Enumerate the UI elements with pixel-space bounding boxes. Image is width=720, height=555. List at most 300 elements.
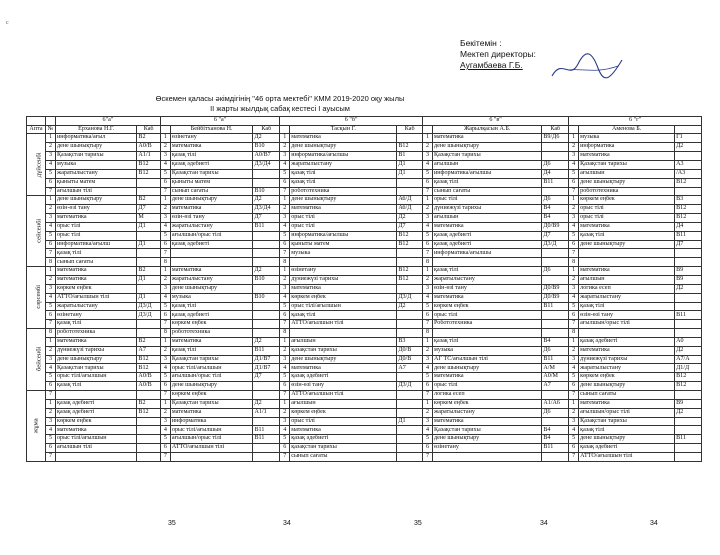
lesson-number: 1 (160, 337, 170, 346)
subject-cell: өзінетану (290, 267, 397, 276)
cabinet-cell: В11 (675, 435, 702, 444)
schedule-row (27, 311, 702, 320)
lesson-number: 1 (423, 267, 433, 276)
cabinet-cell (542, 187, 569, 196)
lesson-number: 8 (569, 258, 579, 267)
day-label-text: сейсенбі (35, 218, 43, 243)
lesson-number: 8 (423, 258, 433, 267)
lesson-number: 7 (45, 187, 55, 196)
cabinet-cell (675, 329, 702, 338)
lesson-number: 4 (423, 222, 433, 231)
subject-cell: дене шынықтыру (290, 143, 397, 152)
subject-cell: қазақ тілі (433, 267, 542, 276)
lesson-number: 3 (569, 213, 579, 222)
lesson-number: 1 (45, 196, 55, 205)
lesson-number: 1 (160, 196, 170, 205)
subject-cell: математика (170, 337, 253, 346)
cabinet-cell: Аб/Д (397, 205, 423, 214)
cabinet-cell (253, 178, 280, 187)
subject-cell (579, 249, 675, 258)
schedule-row (27, 453, 702, 462)
subject-cell: Қазақстан тарихы (579, 417, 675, 426)
subject-cell: Робототехника (433, 320, 542, 329)
lesson-number: 1 (569, 337, 579, 346)
subject-cell: математика (290, 205, 397, 214)
subject-cell: қазақ тілі (55, 382, 136, 391)
subject-cell: дене шынықтыру (579, 382, 675, 391)
lesson-number: 2 (423, 346, 433, 355)
lesson-number: 3 (45, 284, 55, 293)
cabinet-cell: Д1/В7 (253, 364, 280, 373)
subject-cell: қыныты матем (55, 178, 136, 187)
cabinet-cell (137, 231, 160, 240)
subject-cell: математика (579, 222, 675, 231)
schedule-row (27, 408, 702, 417)
cabinet-cell: А7 (542, 382, 569, 391)
subject-cell: орыс тілі (579, 205, 675, 214)
subject-cell: жаратылыстану (170, 222, 253, 231)
lesson-number: 1 (280, 134, 290, 143)
lesson-number: 4 (280, 293, 290, 302)
subject-cell: дене шынықтыру (170, 382, 253, 391)
subject-cell: орыс тілі (290, 417, 397, 426)
subject-cell: дене шынықтыру (55, 196, 136, 205)
cabinet-cell: В12 (675, 213, 702, 222)
subject-cell: математика (55, 213, 136, 222)
cabinet-cell: А0 (675, 337, 702, 346)
cabinet-cell: В11 (542, 355, 569, 364)
day-label-text: бейсенбі (35, 346, 43, 372)
cabinet-cell: Д2 (253, 337, 280, 346)
subject-cell: робототехника (290, 187, 397, 196)
subject-cell: қыныты матем (290, 240, 397, 249)
subject-cell: көркем еңбек (170, 391, 253, 400)
cabinet-cell: Д2 (253, 196, 280, 205)
lesson-number: 1 (423, 134, 433, 143)
cabinet-cell (137, 320, 160, 329)
subject-cell: өзін-өзі тану (290, 382, 397, 391)
lesson-number: 4 (160, 293, 170, 302)
cabinet-cell: В12 (675, 178, 702, 187)
cabinet-cell: В11 (542, 302, 569, 311)
cabinet-cell: В4 (542, 435, 569, 444)
lesson-number: 5 (569, 302, 579, 311)
subject-cell: информатика/ағыл (55, 134, 136, 143)
cabinet-cell (675, 426, 702, 435)
lesson-number: 5 (569, 373, 579, 382)
cabinet-cell: /А3 (675, 169, 702, 178)
cabinet-cell (137, 178, 160, 187)
subject-cell: математика (290, 284, 397, 293)
cabinet-cell: Д2 (397, 302, 423, 311)
subject-cell: дене шынықтыру (290, 196, 397, 205)
teacher-2: Бейбітханова Н. (170, 125, 253, 134)
cabinet-cell (137, 417, 160, 426)
lesson-number: 2 (569, 408, 579, 417)
cabinet-cell (397, 187, 423, 196)
cabinet-cell (253, 240, 280, 249)
subject-cell: жаратылыстану (55, 302, 136, 311)
cabinet-cell: В1 (397, 151, 423, 160)
subject-cell: қазақстан тарихы (290, 346, 397, 355)
cabinet-cell (675, 258, 702, 267)
lesson-number: 7 (569, 249, 579, 258)
cabinet-cell: А/М (542, 364, 569, 373)
subject-cell: ағылшын (433, 160, 542, 169)
subject-cell: АТТО/ағылшын тілі (290, 391, 397, 400)
schedule-row (27, 329, 702, 338)
subject-cell: қазақ әдебиеті (290, 435, 397, 444)
lesson-number: 1 (423, 337, 433, 346)
cabinet-cell: В11 (253, 222, 280, 231)
grade-6a-1: 6"а" (55, 117, 160, 126)
lesson-number: 6 (280, 444, 290, 453)
cabinet-cell: Д1 (397, 160, 423, 169)
subject-cell: математика (170, 205, 253, 214)
cabinet-cell: Д1 (137, 240, 160, 249)
lesson-number: 1 (569, 267, 579, 276)
lesson-number: 3 (569, 417, 579, 426)
cabinet-cell: А7 (137, 346, 160, 355)
total-6v: 34 (540, 520, 548, 527)
lesson-number: 7 (160, 187, 170, 196)
schedule-row (27, 231, 702, 240)
cabinet-cell: Д7 (137, 205, 160, 214)
cabinet-cell: В12 (675, 205, 702, 214)
subject-cell: көркем еңбек (290, 293, 397, 302)
cabinet-cell (253, 417, 280, 426)
cabinet-cell: Д0/В (397, 346, 423, 355)
subject-cell: жаратылыстану (55, 169, 136, 178)
cabinet-cell (253, 391, 280, 400)
schedule-row (27, 337, 702, 346)
lesson-number: 3 (280, 151, 290, 160)
lesson-number: 5 (280, 169, 290, 178)
cabinet-cell: А1/А6 (542, 399, 569, 408)
schedule-row (27, 258, 702, 267)
cabinet-cell: Д1 (137, 293, 160, 302)
cabinet-cell: Д6 (542, 196, 569, 205)
subject-cell: информатика/ағылшы (433, 249, 542, 258)
lesson-number: 1 (280, 267, 290, 276)
subject-cell (55, 453, 136, 462)
cabinet-cell: Д7 (542, 231, 569, 240)
lesson-number: 3 (160, 417, 170, 426)
cabinet-cell (137, 435, 160, 444)
cabinet-cell: В4 (542, 213, 569, 222)
schedule-row (27, 373, 702, 382)
subject-cell: өзінетану (170, 134, 253, 143)
schedule-row (27, 355, 702, 364)
subject-cell: Қазақстан тарихы (55, 151, 136, 160)
subject-cell: ағылшын (433, 213, 542, 222)
subject-cell: дене шынықтыру (579, 435, 675, 444)
cabinet-cell: Д2 (675, 143, 702, 152)
subject-cell: Қазақстан тарихы (433, 426, 542, 435)
cabinet-cell: В11 (675, 231, 702, 240)
cabinet-cell: А3 (675, 160, 702, 169)
cabinet-cell (542, 453, 569, 462)
lesson-number: 4 (45, 160, 55, 169)
schedule-heading (50, 94, 510, 114)
subject-cell: музыка (170, 293, 253, 302)
subject-cell: қазақстан тарихы (290, 444, 397, 453)
cabinet-cell (675, 187, 702, 196)
subject-cell (433, 453, 542, 462)
subject-cell: қазақ әдебиеті (579, 337, 675, 346)
subject-cell: математика (433, 373, 542, 382)
lesson-number: 1 (423, 196, 433, 205)
lesson-number: 6 (569, 382, 579, 391)
cabinet-cell: Д4 (675, 222, 702, 231)
lesson-number: 5 (423, 302, 433, 311)
subject-cell: Қазақстан тарихы (170, 169, 253, 178)
lesson-number: 1 (45, 134, 55, 143)
subject-cell: АТТО/ағылшын тілі (55, 293, 136, 302)
lesson-number: 5 (569, 231, 579, 240)
lesson-number: 1 (423, 399, 433, 408)
cabinet-cell: Д6 (542, 408, 569, 417)
subject-cell: сынып сағаты (170, 187, 253, 196)
lesson-number: 2 (160, 275, 170, 284)
total-6a-1: 35 (168, 520, 176, 527)
schedule-row (27, 160, 702, 169)
cabinet-cell: В2 (137, 196, 160, 205)
lesson-number: 6 (569, 240, 579, 249)
lesson-number: 4 (423, 160, 433, 169)
cabinet-cell (397, 444, 423, 453)
cabinet-cell: Д6 (542, 346, 569, 355)
lesson-number: 6 (569, 444, 579, 453)
subject-cell: қазақ тілі (579, 231, 675, 240)
cabinet-cell: В12 (675, 382, 702, 391)
cabinet-cell (542, 143, 569, 152)
cabinet-cell: В12 (137, 160, 160, 169)
cabinet-cell (542, 275, 569, 284)
subject-cell: АГ ТС/ағылшын тілі (433, 355, 542, 364)
subject-cell: көркем еңбек (55, 417, 136, 426)
subject-cell: орыс тілі/ағылшын (170, 364, 253, 373)
lesson-number: 5 (45, 373, 55, 382)
lesson-number: 3 (45, 355, 55, 364)
subject-cell (55, 391, 136, 400)
lesson-number: 6 (160, 240, 170, 249)
subject-cell: ағылшын (290, 399, 397, 408)
lesson-number: 5 (45, 169, 55, 178)
lesson-number: 5 (160, 169, 170, 178)
subject-cell: дене шынықтыру (170, 196, 253, 205)
lesson-number: 7 (423, 391, 433, 400)
lesson-number: 5 (160, 435, 170, 444)
subject-cell: АТТО/ағылшын тілі (170, 444, 253, 453)
cabinet-cell (542, 417, 569, 426)
cabinet-cell: А1/1 (253, 408, 280, 417)
subject-cell: информатика/ағылшы (290, 231, 397, 240)
subject-cell: қазақ әдебиеті (170, 240, 253, 249)
cabinet-cell: А0/М (542, 373, 569, 382)
subject-cell: информатика (579, 143, 675, 152)
subject-cell: математика (433, 134, 542, 143)
subject-cell: ағылшын (579, 275, 675, 284)
cabinet-cell: Д1/В7 (253, 355, 280, 364)
cabinet-cell: А7/А (675, 355, 702, 364)
cabinet-cell (542, 151, 569, 160)
subject-cell: информатика/ағылш (55, 240, 136, 249)
lesson-number: 1 (160, 399, 170, 408)
cabinet-cell: Д3/Д (397, 382, 423, 391)
schedule-row (27, 213, 702, 222)
subject-cell: музыка (433, 346, 542, 355)
cabinet-cell: Д1 (397, 417, 423, 426)
lesson-number: 4 (569, 426, 579, 435)
cabinet-cell (137, 187, 160, 196)
lesson-number: 4 (280, 426, 290, 435)
subject-cell: орыс тілі/ағылшын (55, 373, 136, 382)
lesson-number: 5 (45, 435, 55, 444)
lesson-number: 3 (45, 417, 55, 426)
lesson-number: 6 (423, 178, 433, 187)
subject-cell: сынып сағаты (579, 391, 675, 400)
lesson-number: 1 (569, 399, 579, 408)
subject-cell: қазақ әдебиеті (433, 231, 542, 240)
lesson-number: 8 (423, 329, 433, 338)
subject-cell: музыка (290, 249, 397, 258)
cabinet-cell: Д3/Д (137, 302, 160, 311)
schedule-row (27, 444, 702, 453)
lesson-number: 6 (423, 382, 433, 391)
cabinet-cell: В11 (542, 444, 569, 453)
subject-cell: ағылшын/орыс тілі (170, 435, 253, 444)
cabinet-cell: Д2 (253, 134, 280, 143)
lesson-number: 3 (160, 151, 170, 160)
lesson-number: 1 (280, 399, 290, 408)
lesson-number: 3 (423, 355, 433, 364)
cabinet-cell (397, 320, 423, 329)
total-6g: 34 (650, 520, 658, 527)
cabinet-cell: Д3/Д4 (253, 160, 280, 169)
cabinet-cell: Д2 (675, 346, 702, 355)
subject-cell: музыка (55, 160, 136, 169)
lesson-number: 2 (569, 143, 579, 152)
cabinet-cell (542, 258, 569, 267)
cabinet-cell: Д4 (542, 169, 569, 178)
subject-cell: ағылшын (579, 169, 675, 178)
teacher-1: Ерханова Н.Г. (55, 125, 136, 134)
lesson-number: 7 (280, 320, 290, 329)
cabinet-cell: В4 (542, 426, 569, 435)
cabinet-cell: Д2 (253, 267, 280, 276)
signature (548, 50, 628, 84)
day-label (27, 329, 46, 391)
subject-cell (579, 258, 675, 267)
lesson-number: 4 (160, 364, 170, 373)
lesson-number: 4 (280, 364, 290, 373)
schedule-row (27, 302, 702, 311)
cabinet-cell: В2 (137, 134, 160, 143)
lesson-number: 2 (423, 205, 433, 214)
day-label (27, 196, 46, 267)
cabinet-cell (675, 302, 702, 311)
subject-cell: қазақ әдебиеті (170, 311, 253, 320)
subject-cell: Қазақстан тарихы (433, 151, 542, 160)
day-label-text: дүйсенбі (35, 151, 43, 177)
cabinet-cell (137, 444, 160, 453)
lesson-number: 2 (45, 346, 55, 355)
grade-header-row (27, 117, 702, 126)
subject-cell: орыс тілі (55, 222, 136, 231)
schedule-row (27, 187, 702, 196)
subject-cell: қазақ тілі (290, 169, 397, 178)
lesson-number: 2 (45, 205, 55, 214)
subject-cell: көркем еңбек (55, 284, 136, 293)
cabinet-cell: В3 (675, 196, 702, 205)
subject-cell: жаратылыстану (433, 408, 542, 417)
cabinet-cell (675, 417, 702, 426)
subject-cell: өзін-өзі тану (579, 311, 675, 320)
lesson-number: 7 (45, 249, 55, 258)
lesson-number: 4 (423, 293, 433, 302)
subject-cell: дене шынықтыру (579, 240, 675, 249)
lesson-number: 6 (280, 311, 290, 320)
lesson-number: 4 (45, 364, 55, 373)
subject-cell: ағылшын (290, 337, 397, 346)
lesson-number: 5 (423, 373, 433, 382)
schedule-row (27, 435, 702, 444)
lesson-number: 6 (45, 444, 55, 453)
subject-cell: сынып сағаты (433, 187, 542, 196)
subject-cell: ағылшын/орыс тілі (579, 408, 675, 417)
subject-cell: робототехника (170, 329, 253, 338)
subject-cell: көркем еңбек (433, 399, 542, 408)
cabinet-cell (253, 329, 280, 338)
lesson-number: 7 (280, 391, 290, 400)
subject-cell: АТТО/ағылшын тілі (579, 453, 675, 462)
cabinet-cell: А0/В7 (253, 151, 280, 160)
lesson-number: 6 (45, 240, 55, 249)
subject-cell: математика (55, 337, 136, 346)
cabinet-cell (253, 444, 280, 453)
lesson-number: 1 (160, 134, 170, 143)
subject-cell: қазақ әдебиеті (433, 240, 542, 249)
lesson-number: 3 (569, 151, 579, 160)
lesson-number: 5 (160, 373, 170, 382)
lesson-number: 7 (280, 249, 290, 258)
cabinet-cell (137, 426, 160, 435)
subject-cell: робототехника (55, 329, 136, 338)
lesson-number: 7 (280, 453, 290, 462)
lesson-number: 7 (569, 453, 579, 462)
lesson-number: 8 (280, 258, 290, 267)
cab-header-4: Каб (542, 125, 569, 134)
lesson-number: 2 (45, 143, 55, 152)
schedule-row (27, 205, 702, 214)
corner-mark: c (6, 20, 9, 26)
lesson-number: 4 (569, 293, 579, 302)
lesson-number: 3 (423, 151, 433, 160)
lesson-number: 2 (569, 205, 579, 214)
lesson-number: 3 (45, 213, 55, 222)
subject-cell: қазақ тілі (170, 302, 253, 311)
lesson-number: 4 (160, 160, 170, 169)
lesson-number: 1 (45, 337, 55, 346)
schedule-row (27, 275, 702, 284)
schedule-row (27, 417, 702, 426)
lesson-number: 8 (160, 329, 170, 338)
lesson-number: 2 (569, 275, 579, 284)
subject-cell: дүниежүзі тарихы (433, 205, 542, 214)
cabinet-cell: Аб/Д (397, 196, 423, 205)
grade-6v: 6 "в" (423, 117, 569, 126)
